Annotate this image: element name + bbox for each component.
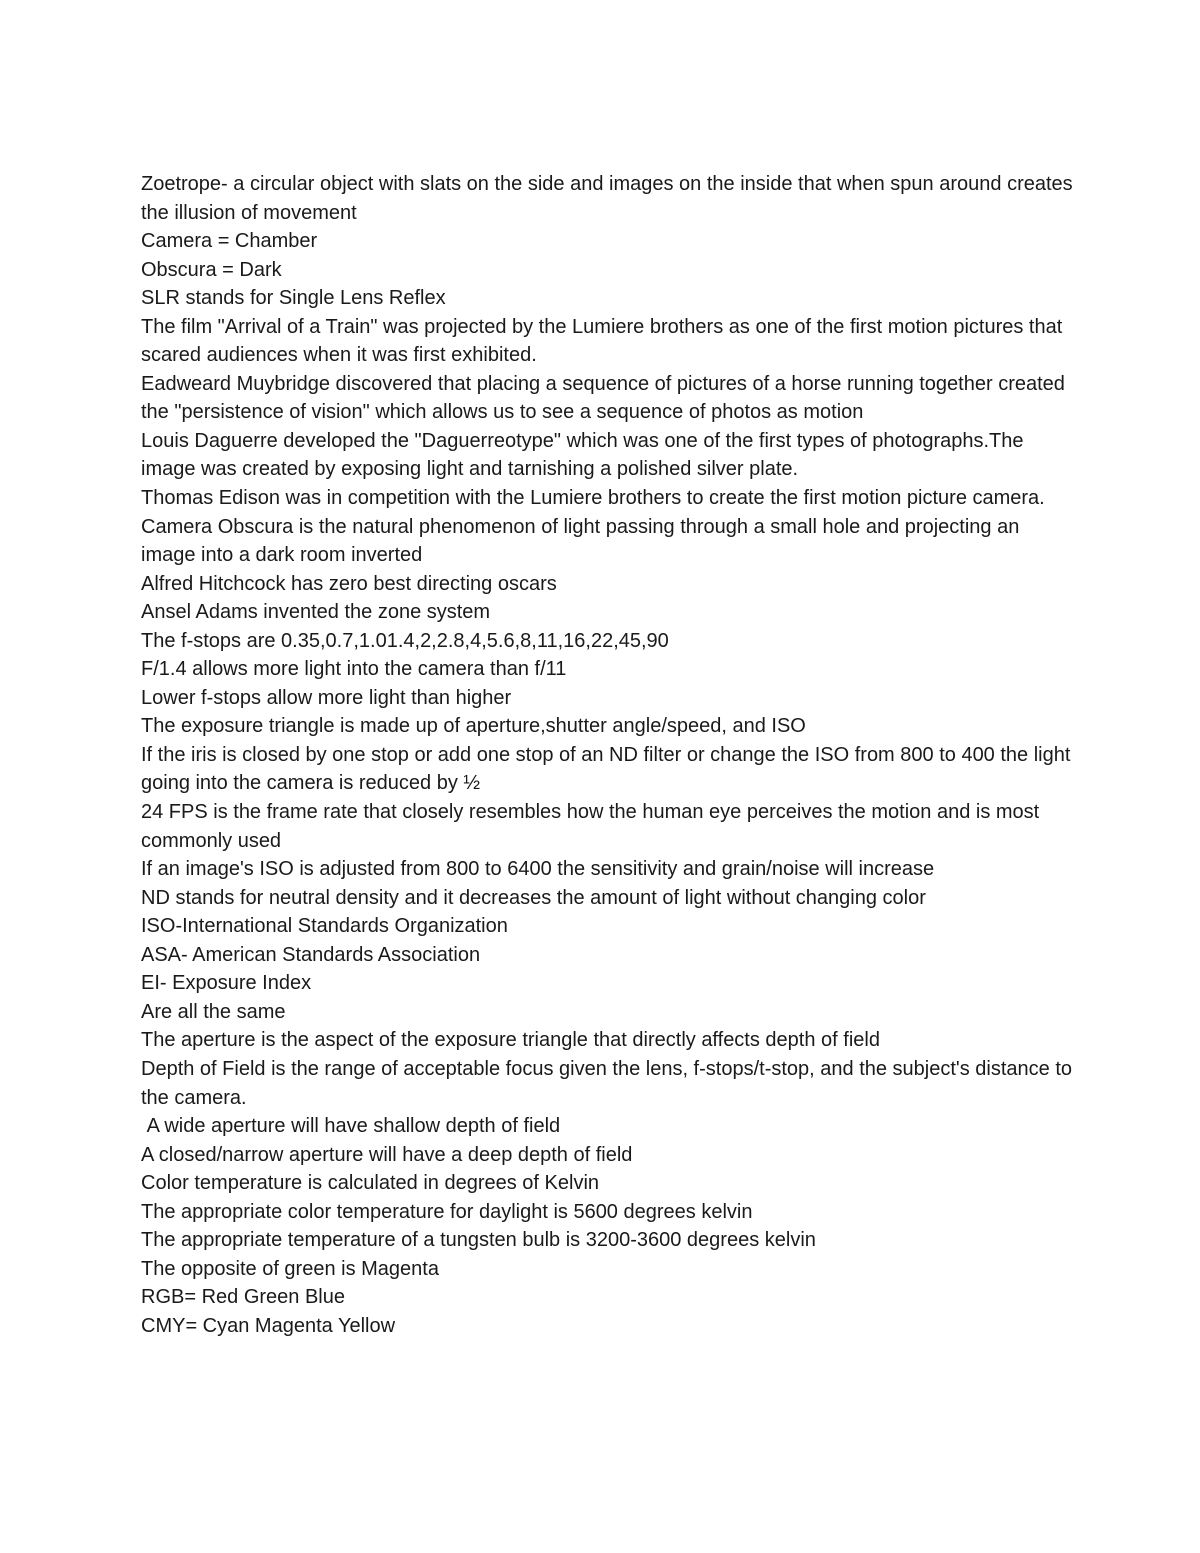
text-line-zoetrope: Zoetrope- a circular object with slats on the side and images on the inside that when spun around creates the illusion of movement (141, 173, 1079, 224)
text-line-narrow-aperture: A closed/narrow aperture will have a deep depth of field (141, 1143, 633, 1166)
text-line-daguerre: Louis Daguerre developed the "Daguerreotype" which was one of the first types of photographs.The image was created by exposing light and tarnishing a polished silver plate. (141, 429, 1030, 481)
text-line-camera-obscura: Camera Obscura is the natural phenomenon of light passing through a small hole and projecting an image into a dark room inverted (141, 515, 1025, 567)
text-line-ei-definition: EI- Exposure Index (141, 972, 312, 995)
text-line-opposite-of-green: The opposite of green is Magenta (141, 1257, 439, 1280)
text-line-obscura-dark: Obscura = Dark (141, 258, 282, 281)
text-line-exposure-triangle: The exposure triangle is made up of aperture,shutter angle/speed, and ISO (141, 715, 806, 738)
text-line-tungsten-temperature: The appropriate temperature of a tungsten bulb is 3200-3600 degrees kelvin (141, 1229, 816, 1252)
text-line-arrival-of-a-train: The film "Arrival of a Train" was projected by the Lumiere brothers as one of the first motion pictures that scared audiences when it was first exhibited. (141, 315, 1068, 367)
text-line-iris-closed: If the iris is closed by one stop or add one stop of an ND filter or change the ISO from 800 to 400 the light going into the camera is reduced by ½ (141, 743, 1076, 795)
text-line-daylight-temperature: The appropriate color temperature for daylight is 5600 degrees kelvin (141, 1200, 753, 1223)
text-line-color-temperature: Color temperature is calculated in degrees of Kelvin (141, 1172, 600, 1195)
text-line-lower-f-stops: Lower f-stops allow more light than higher (141, 686, 512, 709)
text-line-cmy: CMY= Cyan Magenta Yellow (141, 1314, 396, 1337)
text-line-f-stops: The f-stops are 0.35,0.7,1.01.4,2,2.8,4,5.6,8,11,16,22,45,90 (141, 629, 669, 652)
text-line-wide-aperture: A wide aperture will have shallow depth of field (141, 1115, 561, 1138)
text-line-camera-chamber: Camera = Chamber (141, 230, 318, 253)
document-body (141, 170, 1079, 1340)
text-line-all-same: Are all the same (141, 1000, 286, 1023)
text-line-hitchcock: Alfred Hitchcock has zero best directing oscars (141, 572, 557, 595)
text-line-depth-of-field: Depth of Field is the range of acceptable focus given the lens, f-stops/t-stop, and the subject's distance to the camera. (141, 1057, 1078, 1109)
text-line-edison: Thomas Edison was in competition with the Lumiere brothers to create the first motion picture camera. (141, 487, 1045, 510)
text-line-iso-definition: ISO-International Standards Organization (141, 915, 508, 938)
text-line-muybridge: Eadweard Muybridge discovered that placing a sequence of pictures of a horse running together created the "persistence of vision" which allows us to see a sequence of photos as motion (141, 372, 1071, 424)
text-line-asa-definition: ASA- American Standards Association (141, 943, 481, 966)
text-line-rgb: RGB= Red Green Blue (141, 1286, 345, 1309)
text-line-aperture-depth: The aperture is the aspect of the exposure triangle that directly affects depth of field (141, 1029, 880, 1052)
text-line-f14-vs-f11: F/1.4 allows more light into the camera than f/11 (141, 658, 567, 681)
text-line-iso-adjusted: If an image's ISO is adjusted from 800 to 6400 the sensitivity and grain/noise will increase (141, 858, 935, 881)
text-line-24-fps: 24 FPS is the frame rate that closely resembles how the human eye perceives the motion and is most commonly used (141, 801, 1045, 852)
text-line-slr: SLR stands for Single Lens Reflex (141, 287, 446, 310)
text-line-nd-filter: ND stands for neutral density and it decreases the amount of light without changing color (141, 886, 926, 909)
text-line-ansel-adams: Ansel Adams invented the zone system (141, 601, 491, 624)
